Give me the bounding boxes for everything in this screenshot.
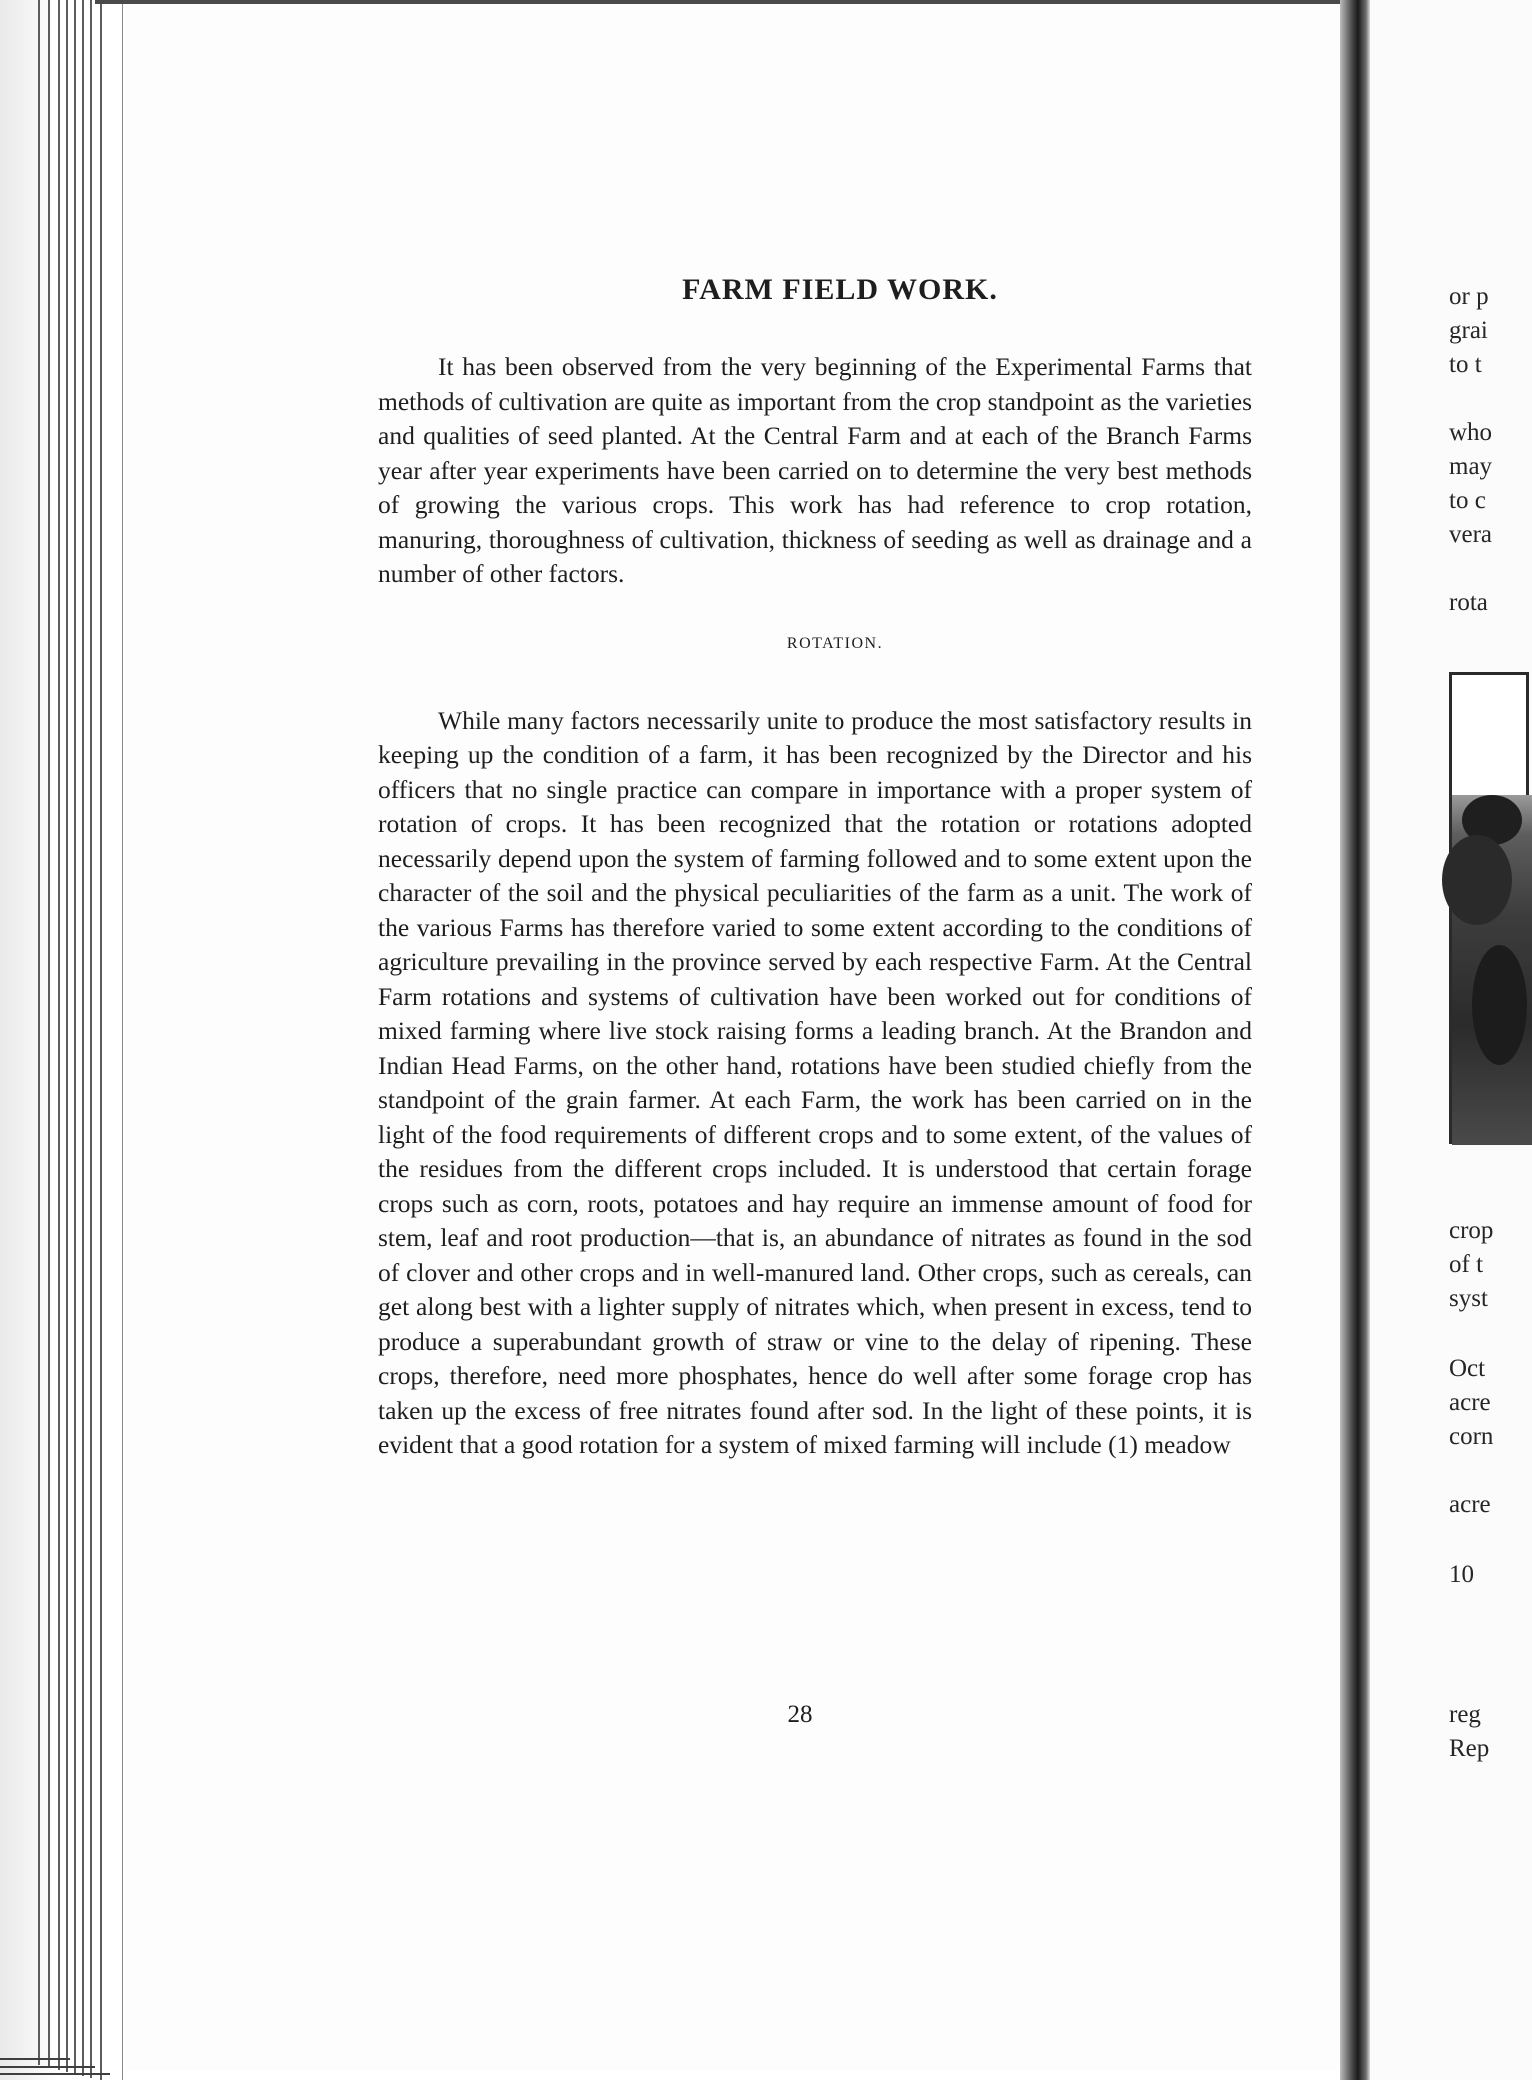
- page-number: 28: [787, 1701, 813, 1728]
- facing-page-line: to t: [1449, 351, 1482, 378]
- page-edge-line: [100, 0, 102, 2080]
- facing-page-line: or p: [1449, 283, 1489, 310]
- facing-page-line: syst: [1449, 1285, 1488, 1312]
- page-edge-line: [82, 0, 84, 2076]
- facing-page-line: acre: [1449, 1389, 1491, 1416]
- page-edge-bottom: [0, 2066, 95, 2068]
- page-edge-bottom: [0, 2058, 70, 2060]
- facing-page-line: may: [1449, 453, 1493, 480]
- facing-page-line: to c: [1449, 487, 1486, 514]
- page-edge-bottom: [0, 2073, 110, 2075]
- facing-page-line: who: [1449, 419, 1493, 446]
- page-stack-edges: [0, 0, 140, 2080]
- facing-page-line: reg: [1449, 1701, 1481, 1728]
- page-edge-line: [38, 0, 40, 2065]
- facing-page-line: rota: [1449, 589, 1488, 616]
- facing-page-line: Rep: [1449, 1735, 1490, 1762]
- facing-page-line: grai: [1449, 317, 1488, 344]
- facing-page-line: crop: [1449, 1217, 1494, 1244]
- facing-page: [1370, 0, 1494, 2080]
- facing-page-photo: [1449, 672, 1529, 1144]
- facing-page-line: 10: [1449, 1561, 1474, 1588]
- facing-page-line: acre: [1449, 1491, 1491, 1518]
- facing-page-line: vera: [1449, 521, 1493, 548]
- section-subheading: ROTATION.: [786, 634, 884, 652]
- facing-page-line: corn: [1449, 1423, 1494, 1450]
- page-edge-line: [66, 0, 68, 2072]
- rotation-paragraph: While many factors necessarily unite to produce the most satisfactory results in keeping up the condition of a farm, it has been recognized by the Director and his officers that no single practice can compare in importance with a proper system of rotation of crops. It has been recognized that the rotation or rotations adopted necessarily depend upon the system of farming followed and to some extent upon the character of the soil and the physical peculiarities of the farm as a unit. The work of the various Farms has therefore varied to some extent according to the conditions of agriculture prevailing in the province served by each respective Farm. At the Central Farm rotations and systems of cultivation have been worked out for conditions of mixed farming where live stock raising forms a leading branch. At the Brandon and Indian Head Farms, on the other hand, rotations have been studied chiefly from the standpoint of the grain farmer. At each Farm, the work has been carried on in the light of the food requirements of different crops and to some extent, of the values of the residues from the different crops included. It is understood that certain forage crops such as corn, roots, potatoes and hay require an immense amount of food for stem, leaf and root production—that is, an abundance of nitrates as found in the sod of clover and other crops and in well-manured land. Other crops, such as cereals, can get along best with a lighter supply of nitrates which, when present in excess, tend to produce a superabundant growth of straw or vine to the delay of ripening. These crops, therefore, need more phosphates, hence do well after some forage crop has taken up the excess of free nitrates found after sod. In the light of these points, it is evident that a good rotation for a system of mixed farming will include (1) meadow: [378, 705, 1252, 1459]
- intro-paragraph: It has been observed from the very beginning of the Experimental Farms that methods of cultivation are quite as important from the crop standpoint as the varieties and qualities of seed planted. At the Central Farm and at each of the Branch Farms year after year experiments have been carried on to determine the very best methods of growing the various crops. This work has had reference to crop rotation, manuring, thoroughness of cultivation, thickness of seeding as well as drainage and a number of other factors.: [378, 352, 1252, 588]
- photo-foliage: [1442, 835, 1512, 925]
- page-edge-line: [90, 0, 92, 2078]
- photo-foliage: [1472, 945, 1527, 1065]
- page-edge-line: [74, 0, 76, 2074]
- book-spine-shadow: [1340, 0, 1370, 2080]
- page-text-block: [378, 270, 1252, 1463]
- photo-image-area: [1452, 795, 1532, 1145]
- page-edge-line: [48, 0, 50, 2068]
- facing-page-line: Oct: [1449, 1355, 1486, 1382]
- facing-page-line: of t: [1449, 1251, 1484, 1278]
- page-heading: FARM FIELD WORK.: [682, 273, 998, 306]
- page-edge-line: [58, 0, 60, 2070]
- page-edge-line: [122, 0, 123, 2080]
